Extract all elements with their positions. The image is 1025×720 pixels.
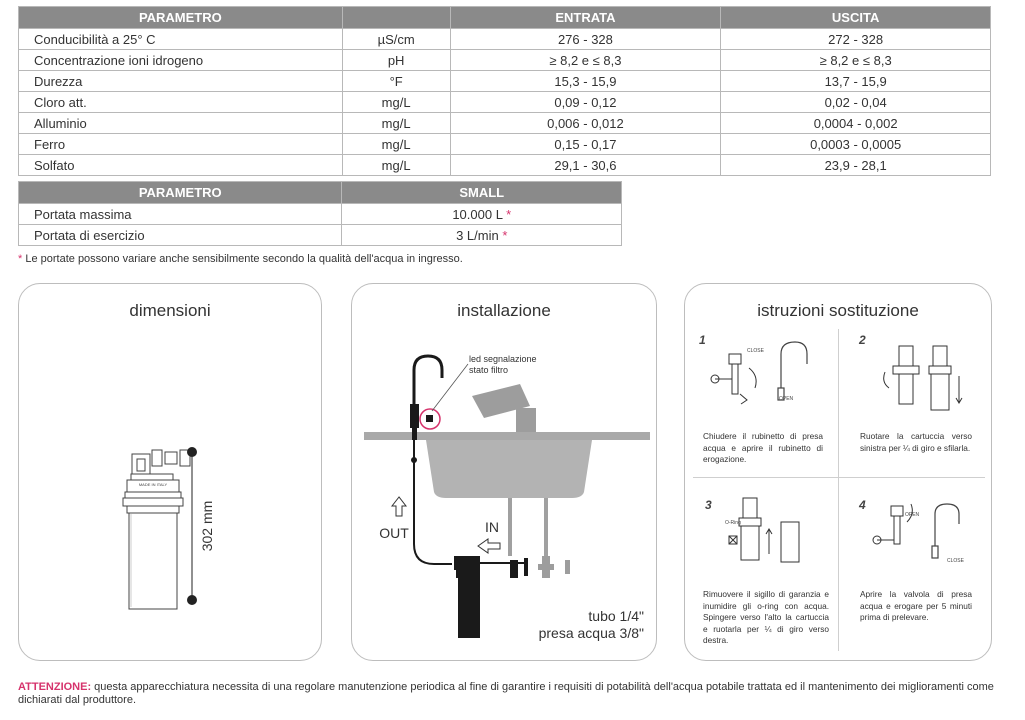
cell-entrata: 0,006 - 0,012 xyxy=(450,113,721,134)
filter-drawing xyxy=(19,284,322,661)
table-row xyxy=(19,29,991,50)
cell-uscita: 13,7 - 15,9 xyxy=(721,71,991,92)
step1-tag-open: OPEN xyxy=(779,396,794,402)
cell-parameter: Portata massima xyxy=(19,204,342,225)
cell-unit: mg/L xyxy=(342,134,450,155)
cell-parameter: Durezza xyxy=(19,71,343,92)
step4-tag-open: OPEN xyxy=(905,512,920,518)
sink-faucet-icon xyxy=(472,384,536,436)
height-label: 302 mm xyxy=(199,500,215,552)
attention-label: ATTENZIONE: xyxy=(18,681,92,693)
step1-faucet-icon xyxy=(778,342,807,400)
cell-entrata: 276 - 328 xyxy=(450,29,721,50)
asterisk-mark: * xyxy=(18,253,23,265)
parameters-table xyxy=(18,6,991,176)
supply-pipes-icon xyxy=(510,498,546,556)
cell-uscita: ≥ 8,2 e ≤ 8,3 xyxy=(721,50,991,71)
cell-unit: mg/L xyxy=(342,92,450,113)
table-row xyxy=(19,71,991,92)
cell-parameter: Solfato xyxy=(19,155,343,176)
in-label: IN xyxy=(485,519,499,535)
cell-uscita: 0,0003 - 0,0005 xyxy=(721,134,991,155)
presa-label: presa acqua 3/8" xyxy=(538,625,644,641)
asterisk-mark: * xyxy=(506,206,512,222)
cell-parameter: Conducibilità a 25° C xyxy=(19,29,343,50)
table-row xyxy=(19,50,991,71)
cell-unit: pH xyxy=(342,50,450,71)
header-small: SMALL xyxy=(342,182,622,204)
instructions-card xyxy=(684,283,992,661)
cell-unit: °F xyxy=(342,71,450,92)
filter-brand-label: MADE IN ITALY xyxy=(138,482,168,487)
step-text: Aprire la valvola di presa acqua e erogare per 5 minuti prima di prelevare. xyxy=(860,589,972,622)
black-valve-icon xyxy=(510,558,528,578)
cell-uscita: 0,0004 - 0,002 xyxy=(721,113,991,134)
step1-valve-icon xyxy=(711,354,756,404)
cell-parameter: Portata di esercizio xyxy=(19,225,342,246)
step-number: 4 xyxy=(859,498,866,512)
countertop-icon xyxy=(364,432,650,440)
cell-uscita: 0,02 - 0,04 xyxy=(721,92,991,113)
table-header-row xyxy=(19,7,991,29)
step4-tag-close: CLOSE xyxy=(947,558,964,564)
table-row xyxy=(19,204,622,225)
attention-text: questa apparecchiatura necessita di una regolare manutenzione periodica al fine di garantire i requisiti di potabilità dell'acqua potabile trattata ed il mantenimento dei miglioramenti come dichiarati dal produttore. xyxy=(18,681,994,706)
asterisk-mark: * xyxy=(502,227,508,243)
dimensions-card xyxy=(18,283,322,661)
cell-uscita: 23,9 - 28,1 xyxy=(721,155,991,176)
cell-entrata: 15,3 - 15,9 xyxy=(450,71,721,92)
step2-cartridge-icon xyxy=(884,346,962,410)
step-text: Ruotare la cartuccia verso sinistra per ¼ di giro e sfilarla. xyxy=(860,431,972,453)
header-parametro: PARAMETRO xyxy=(19,7,343,29)
installation-title: installazione xyxy=(457,301,551,320)
filter-head-icon xyxy=(123,450,190,506)
attention-note xyxy=(18,681,1008,707)
cell-unit: µS/cm xyxy=(342,29,450,50)
table-row xyxy=(19,225,622,246)
cell-unit: mg/L xyxy=(342,155,450,176)
cell-value xyxy=(342,204,622,225)
step1-tag-close: CLOSE xyxy=(747,348,764,354)
installation-card xyxy=(351,283,657,661)
step-number: 3 xyxy=(705,498,712,512)
led-label-2: stato filtro xyxy=(469,365,509,375)
cell-parameter: Cloro att. xyxy=(19,92,343,113)
dimension-line-icon xyxy=(188,448,197,605)
out-arrow-icon xyxy=(392,497,406,516)
cell-parameter: Alluminio xyxy=(19,113,343,134)
step-number: 2 xyxy=(859,333,866,347)
header-entrata: ENTRATA xyxy=(450,7,721,29)
out-label: OUT xyxy=(379,525,409,541)
table-row xyxy=(19,113,991,134)
header-unit xyxy=(342,7,450,29)
dimensions-title: dimensioni xyxy=(129,301,211,320)
tubo-label: tubo 1/4" xyxy=(588,608,644,624)
value-text: 3 L/min xyxy=(456,227,499,243)
cell-value xyxy=(342,225,622,246)
header-uscita: USCITA xyxy=(721,7,991,29)
in-arrow-icon xyxy=(478,539,500,553)
sink-basin-icon xyxy=(426,440,592,498)
step-number: 1 xyxy=(699,333,706,347)
footnote-text: Le portate possono variare anche sensibilmente secondo la qualità dell'acqua in ingresso. xyxy=(25,253,463,265)
step4-valve-icon xyxy=(873,504,912,544)
led-label-1: led segnalazione xyxy=(469,354,537,364)
cell-parameter: Concentrazione ioni idrogeno xyxy=(19,50,343,71)
cell-uscita: 272 - 328 xyxy=(721,29,991,50)
cell-entrata: ≥ 8,2 e ≤ 8,3 xyxy=(450,50,721,71)
purifier-faucet-icon xyxy=(414,356,442,408)
step-text: Rimuovere il sigillo di garanzia e inumidire gli o-ring con acqua. Spingere verso l'alto la cartuccia e ruotarla per ¼ di giro verso destra. xyxy=(703,589,829,645)
table-row xyxy=(19,92,991,113)
step3-cartridge-icon xyxy=(729,498,799,562)
installation-drawing xyxy=(352,284,657,661)
cell-entrata: 29,1 - 30,6 xyxy=(450,155,721,176)
flow-table xyxy=(18,181,622,246)
step-text: Chiudere il rubinetto di presa acqua e aprire il rubinetto di erogazione. xyxy=(703,431,823,464)
step4-faucet-icon xyxy=(932,504,959,558)
filter-unit-icon xyxy=(454,556,480,638)
cell-entrata: 0,09 - 0,12 xyxy=(450,92,721,113)
footnote xyxy=(18,253,463,265)
cell-unit: mg/L xyxy=(342,113,450,134)
value-text: 10.000 L xyxy=(452,206,503,222)
cell-parameter: Ferro xyxy=(19,134,343,155)
cell-entrata: 0,15 - 0,17 xyxy=(450,134,721,155)
instructions-title: istruzioni sostituzione xyxy=(757,301,919,320)
table-header-row xyxy=(19,182,622,204)
filter-cartridge-icon xyxy=(127,506,179,609)
table-row xyxy=(19,155,991,176)
step3-tag-oring: O-Ring xyxy=(725,520,741,526)
table-row xyxy=(19,134,991,155)
header-parametro: PARAMETRO xyxy=(19,182,342,204)
grey-valve-icon xyxy=(538,556,570,578)
